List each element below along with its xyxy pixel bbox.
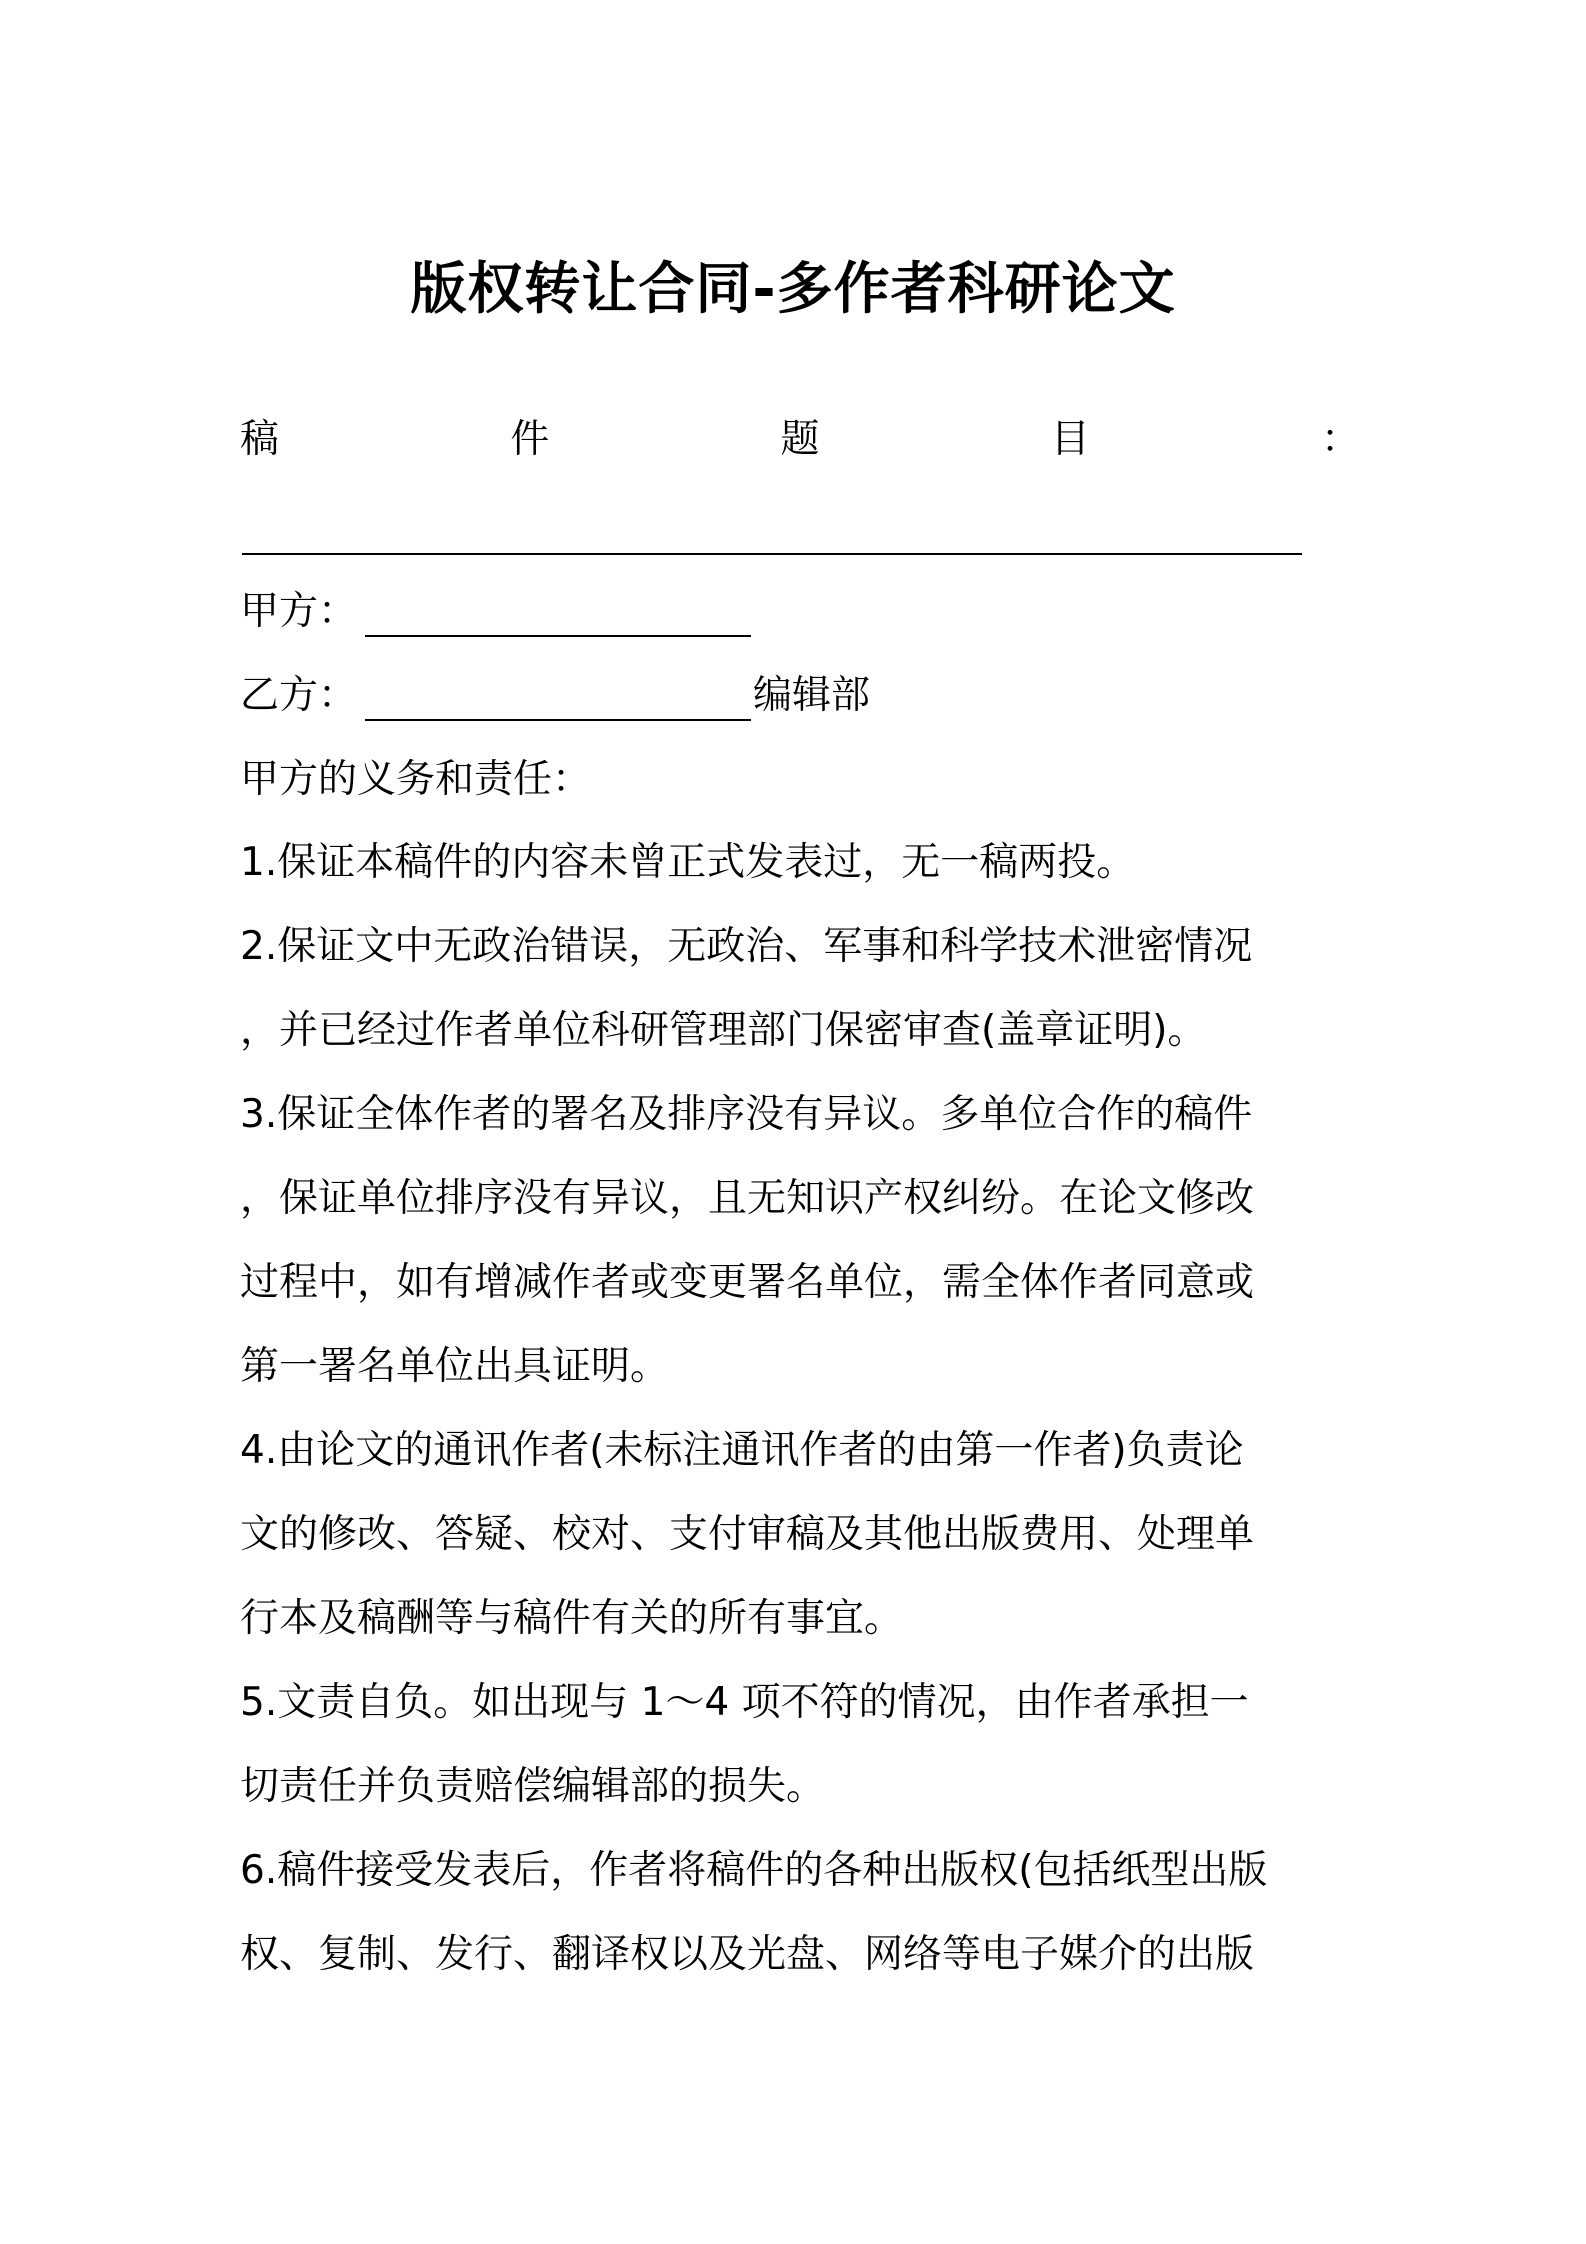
body-line: 1.保证本稿件的内容未曾正式发表过，无一稿两投。 (240, 840, 1136, 885)
manuscript-title-char: 稿 (240, 417, 280, 462)
manuscript-title-label (240, 415, 1360, 465)
manuscript-title-char: 件 (510, 417, 550, 462)
party-a-label: 甲方： (240, 589, 358, 634)
body-line: 4.由论文的通讯作者(未标注通讯作者的由第一作者)负责论 (240, 1428, 1244, 1473)
party-b-row (240, 671, 870, 721)
party-b-label: 乙方： (240, 673, 358, 718)
body-line: 5.文责自负。如出现与 1～4 项不符的情况，由作者承担一 (240, 1680, 1249, 1725)
body-line: 权、复制、发行、翻译权以及光盘、网络等电子媒介的出版 (240, 1932, 1255, 1977)
body-line: 行本及稿酬等与稿件有关的所有事宜。 (240, 1596, 904, 1641)
party-a-blank (365, 595, 751, 637)
manuscript-title-char: 题 (780, 417, 820, 462)
body-line: 2.保证文中无政治错误，无政治、军事和科学技术泄密情况 (240, 924, 1253, 969)
body-line: 过程中，如有增减作者或变更署名单位，需全体作者同意或 (240, 1260, 1255, 1305)
body-line: 第一署名单位出具证明。 (240, 1344, 670, 1389)
document-title: 版权转让合同-多作者科研论文 (410, 257, 1176, 322)
manuscript-title-char: ： (1320, 417, 1360, 462)
body-line: ，并已经过作者单位科研管理部门保密审查(盖章证明)。 (240, 1008, 1207, 1053)
body-line: 3.保证全体作者的署名及排序没有异议。多单位合作的稿件 (240, 1092, 1253, 1137)
body-line: 6.稿件接受发表后，作者将稿件的各种出版权(包括纸型出版 (240, 1848, 1268, 1893)
party-b-suffix: 编辑部 (753, 673, 871, 718)
manuscript-title-blank (242, 553, 1302, 555)
body-line: 切责任并负责赔偿编辑部的损失。 (240, 1764, 826, 1809)
party-a-row (240, 587, 753, 637)
body-line: ，保证单位排序没有异议，且无知识产权纠纷。在论文修改 (240, 1176, 1255, 1221)
manuscript-title-char: 目 (1050, 417, 1090, 462)
body-line: 文的修改、答疑、校对、支付审稿及其他出版费用、处理单 (240, 1512, 1255, 1557)
party-b-blank (365, 679, 751, 721)
section-heading: 甲方的义务和责任： (240, 757, 592, 802)
